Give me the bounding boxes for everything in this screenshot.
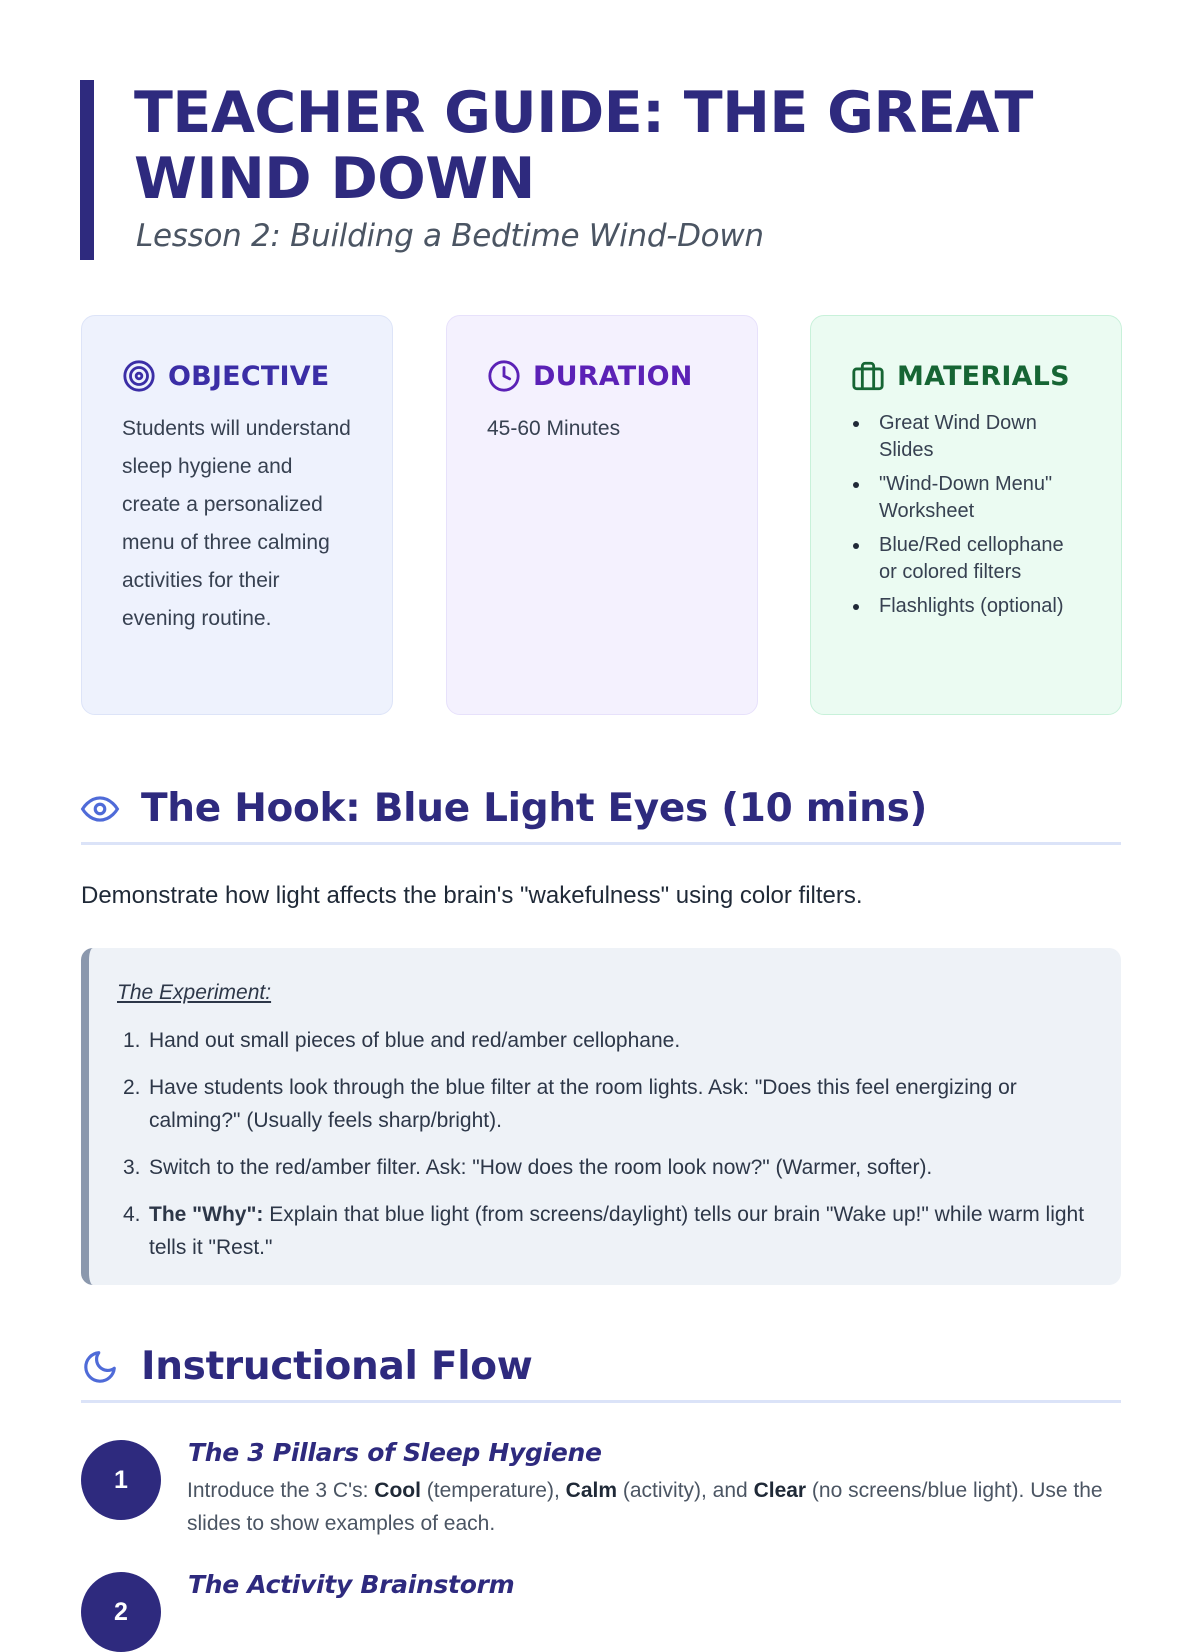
briefcase-icon [851,359,885,393]
experiment-steps [117,1024,1091,1264]
flow-section-title: Instructional Flow [141,1344,533,1389]
step-body-text: (temperature), [420,1479,566,1502]
experiment-step-text: Have students look through the blue filter at the room lights. Ask: "Does this feel energizing or calming?" (Usually feels sharp/bright). [149,1076,1017,1132]
step-body-text: (no screens/blue light). Use the slides to show examples of each. [187,1479,1103,1535]
step-body-bold: Calm [565,1479,618,1502]
experiment-step-number: 3. [123,1156,141,1179]
duration-card-header [487,356,717,396]
moon-icon [81,1348,119,1386]
hook-section-header [81,775,1121,845]
objective-title: OBJECTIVE [168,360,330,392]
page-title: TEACHER GUIDE: THE GREAT WIND DOWN [134,80,1033,212]
materials-card-header [851,356,1081,396]
experiment-step-bold: The "Why": [149,1203,264,1226]
duration-title: DURATION [533,360,693,392]
objective-card [81,315,393,715]
eye-icon [81,790,119,828]
experiment-step-text: Hand out small pieces of blue and red/amber cellophane. [149,1029,681,1052]
step-title: The Activity Brainstorm [188,1570,515,1599]
target-icon [122,359,156,393]
step-body-text: (activity), and [617,1479,754,1502]
experiment-step [117,1151,1091,1184]
step-title: The 3 Pillars of Sleep Hygiene [188,1438,602,1467]
experiment-step-number: 4. [123,1203,141,1226]
step-body-text: Introduce the 3 C's: [187,1479,375,1502]
experiment-step [117,1024,1091,1057]
step-body [187,1474,1127,1540]
step-body-bold: Cool [374,1479,421,1502]
objective-text: Students will understand sleep hygiene and create a personalized menu of three calming activities for their evening routine. [122,417,351,630]
materials-item: Great Wind Down Slides [851,410,1081,464]
materials-item: Blue/Red cellophane or colored filters [851,532,1081,586]
experiment-callout [81,948,1121,1285]
materials-item: "Wind-Down Menu" Worksheet [851,471,1081,525]
experiment-step-text: Switch to the red/amber filter. Ask: "How does the room look now?" (Warmer, softer). [149,1156,933,1179]
header-accent-bar [80,80,94,260]
duration-card [446,315,758,715]
experiment-label: The Experiment: [117,981,272,1004]
hook-section-title: The Hook: Blue Light Eyes (10 mins) [141,786,928,831]
experiment-step [117,1198,1091,1264]
materials-card [810,315,1122,715]
step-number-badge: 1 [81,1440,161,1520]
clock-icon [487,359,521,393]
step-number-badge: 2 [81,1572,161,1652]
page-subtitle: Lesson 2: Building a Bedtime Wind-Down [136,218,764,254]
hook-description: Demonstrate how light affects the brain's "wakefulness" using color filters. [81,882,863,909]
experiment-step-text: Explain that blue light (from screens/daylight) tells our brain "Wake up!" while warm light tells it "Rest." [149,1203,1085,1259]
experiment-step [117,1071,1091,1137]
flow-section-header [81,1333,1121,1403]
materials-title: MATERIALS [897,360,1070,392]
page-header [80,80,1120,260]
materials-list [851,410,1081,620]
materials-item: Flashlights (optional) [851,593,1081,620]
experiment-step-number: 1. [123,1029,141,1052]
objective-card-header [122,356,352,396]
step-body-bold: Clear [753,1479,807,1502]
experiment-step-number: 2. [123,1076,141,1099]
duration-text: 45-60 Minutes [487,417,621,440]
